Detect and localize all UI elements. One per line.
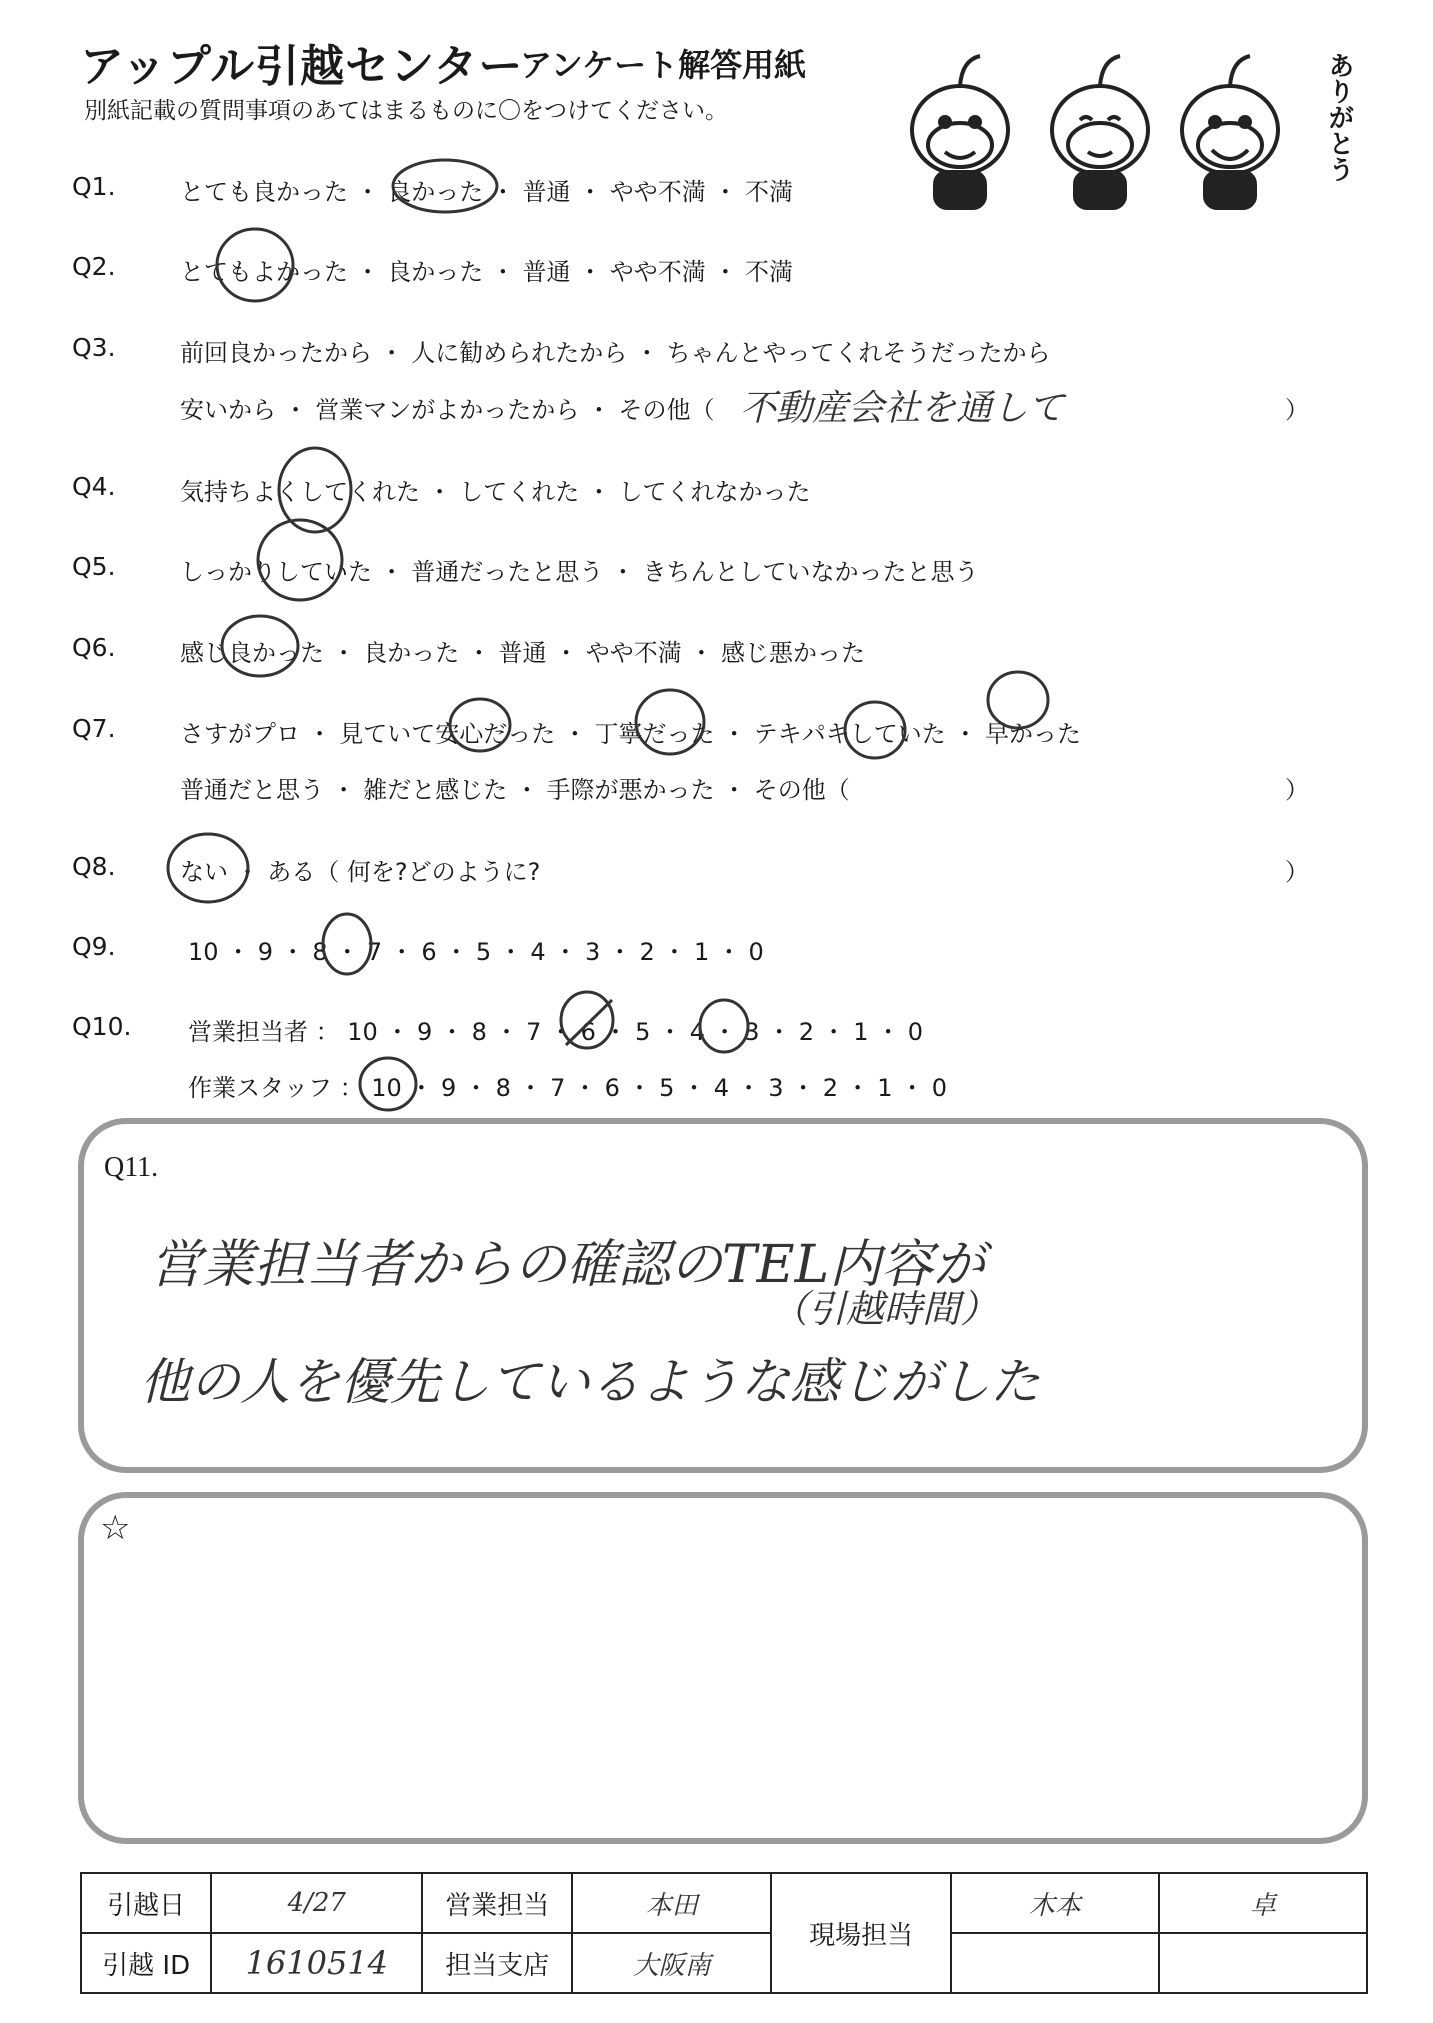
q1-answer-circle [393,160,497,212]
branch-label: 担当支店 [422,1933,572,1993]
q1-options: とても良かった ・ 良かった ・ 普通 ・ やや不満 ・ 不満 [180,178,794,206]
q6-options: 感じ良かった ・ 良かった ・ 普通 ・ やや不満 ・ 感じ悪かった [180,639,866,667]
q11-answer-line1: 営業担当者からの確認のTEL内容が [150,1235,986,1295]
q9-answer-circle [323,914,371,974]
q3-other-answer: 不動産会社を通して [740,388,1065,429]
q11-label: Q11. [104,1152,159,1183]
q4-answer-circle [279,448,351,532]
q10-sales-answer-circle [700,1000,748,1052]
q7-answer-circle [450,699,510,751]
move-id-value: 1610514 [211,1933,422,1993]
q10-label: Q10. [72,1012,132,1041]
q6-answer-circle [222,616,298,676]
q7-answer-circle [845,702,905,758]
move-id-label: 引越 ID [81,1933,211,1993]
comment-box [78,1492,1368,1844]
q2-options: とてもよかった ・ 良かった ・ 普通 ・ やや不満 ・ 不満 [180,258,794,286]
form-title: アップル引越センター [80,41,524,92]
q11-answer-note: （引越時間） [770,1287,999,1331]
q10-sales-scale: 営業担当者 ： 10 ・ 9 ・ 8 ・ 7 ・ 6 ・ 5 ・ 4 ・ 3 ・ 2 ・ 1 ・ 0 [188,1018,924,1046]
q6-label: Q6. [72,633,116,662]
q9-scale: 10 ・ 9 ・ 8 ・ 7 ・ 6 ・ 5 ・ 4 ・ 3 ・ 2 ・ 1 ・ 0 [188,938,764,966]
q8-close-paren: ） [1285,858,1309,886]
sales-rep-label: 営業担当 [422,1873,572,1933]
q10-staff-answer-circle [360,1058,416,1110]
site-staff-empty-cell [1159,1933,1367,1993]
q7-label: Q7. [72,714,116,743]
q8-label: Q8. [72,852,116,881]
q3-options-line1: 前回良かったから ・ 人に勧められたから ・ ちゃんとやってくれそうだったから [180,339,1051,367]
form-subtitle: アンケート解答用紙 [520,46,807,84]
q9-label: Q9. [72,932,116,961]
q7-options-line2: 普通だと思う ・ 雑だと感じた ・ 手際が悪かった ・ その他（ [180,776,850,804]
sales-rep-value: 本田 [572,1873,771,1933]
move-date-label: 引越日 [81,1873,211,1933]
q2-answer-circle [217,229,293,301]
form-instruction: 別紙記載の質問事項のあてはまるものに〇をつけてください。 [84,98,728,124]
q4-label: Q4. [72,472,116,501]
q3-close-paren: ） [1285,396,1309,424]
move-date-value: 4/27 [211,1873,422,1933]
q10-staff-scale: 作業スタッフ ： 10 ・ 9 ・ 8 ・ 7 ・ 6 ・ 5 ・ 4 ・ 3 ・ 2 ・ 1 ・ 0 [188,1074,948,1102]
q5-label: Q5. [72,552,116,581]
q4-options: 気持ちよくしてくれた ・ してくれた ・ してくれなかった [180,478,811,506]
q11-answer-line2: 他の人を優先しているような感じがした [140,1353,1040,1411]
q5-answer-circle [258,520,342,600]
site-staff-label: 現場担当 [771,1873,951,1993]
q1-label: Q1. [72,172,116,201]
q7-close-paren: ） [1285,776,1309,804]
q8-answer-circle [168,834,248,902]
q2-label: Q2. [72,252,116,281]
q8-options: ない ・ ある（ 何を?どのように? [180,858,541,886]
q5-options: しっかりしていた ・ 普通だったと思う ・ きちんとしていなかったと思う [180,558,979,586]
star-label: ☆ [100,1508,131,1548]
q10-sales-answer-circle [561,992,613,1048]
q3-label: Q3. [72,333,116,362]
q3-options-line2: 安いから ・ 営業マンがよかったから ・ その他（ [180,396,715,424]
branch-value: 大阪南 [572,1933,771,1993]
site-staff-empty-cell [951,1933,1159,1993]
site-staff-1: 木本 [951,1873,1159,1933]
q7-answer-circle [988,672,1048,728]
site-staff-2: 卓 [1159,1873,1367,1933]
q7-answer-circle [636,690,704,754]
q7-options-line1: さすがプロ ・ 見ていて安心だった ・ 丁寧だった ・ テキパキしていた ・ 早かった [180,720,1082,748]
footer-table [80,1872,1368,1994]
mascot-caption: ありがとう [1324,52,1354,182]
